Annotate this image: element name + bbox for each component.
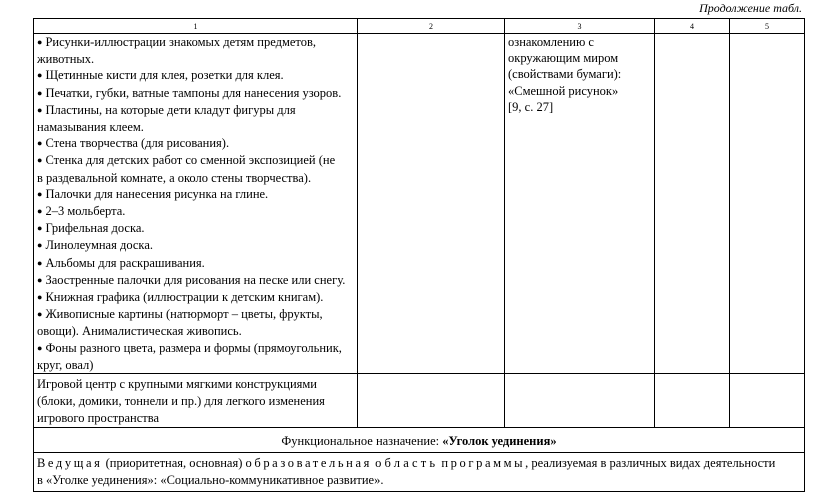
- empty-cell: [730, 374, 805, 428]
- materials-cell: [34, 34, 358, 374]
- material-item: [37, 306, 354, 323]
- activity-line: [9, с. 27]: [508, 99, 554, 114]
- lead-area-line-2: в «Уголке уединения»: «Социально-коммуникативное развитие».: [37, 473, 384, 488]
- materials-list: [37, 34, 354, 373]
- lead-area-row: [34, 453, 805, 492]
- activity-text: [508, 34, 651, 115]
- material-item: [37, 85, 354, 102]
- activity-line: (свойствами бумаги):: [508, 67, 622, 82]
- game-center-row: [34, 374, 805, 428]
- lead-area-line-1: [37, 455, 801, 472]
- lead-word: область: [375, 456, 439, 471]
- material-item: [37, 67, 354, 84]
- bullet-icon: ●: [37, 206, 43, 217]
- material-item: [37, 323, 354, 339]
- material-item: [37, 357, 354, 373]
- bullet-icon: ●: [37, 155, 43, 166]
- material-text: Палочки для нанесения рисунка на глине.: [45, 186, 269, 201]
- material-item: [37, 237, 354, 254]
- column-number: 1: [34, 19, 358, 34]
- material-item: [37, 170, 354, 186]
- empty-cell: [730, 34, 805, 374]
- game-center-line: игрового пространства: [37, 411, 160, 426]
- material-item: [37, 135, 354, 152]
- material-text: Альбомы для раскрашивания.: [45, 255, 205, 270]
- bullet-icon: ●: [37, 240, 43, 251]
- functional-purpose-prefix: Функциональное назначение:: [281, 434, 443, 449]
- bullet-icon: ●: [37, 309, 43, 320]
- continuation-label: Продолжение табл.: [699, 1, 802, 15]
- material-item: [37, 51, 354, 67]
- material-text: 2–3 мольберта.: [45, 204, 126, 219]
- material-text: Книжная графика (иллюстрации к детским книгам).: [45, 290, 324, 305]
- functional-purpose-title: «Уголок уединения»: [442, 434, 557, 449]
- material-item: [37, 34, 354, 51]
- column-number: 4: [655, 19, 730, 34]
- material-text: Щетинные кисти для клея, розетки для клея.: [45, 68, 284, 83]
- lead-word: Ведущая: [37, 456, 103, 471]
- activity-cell: [505, 34, 655, 374]
- material-text: в раздевальной комнате, а около стены творчества).: [37, 170, 312, 185]
- material-text: Стенка для детских работ со сменной экспозицией (не: [45, 153, 336, 168]
- game-center-cell: [34, 374, 358, 428]
- bullet-icon: ●: [37, 188, 43, 199]
- material-item: [37, 340, 354, 357]
- materials-row: [34, 34, 805, 374]
- material-item: [37, 289, 354, 306]
- empty-cell: [655, 34, 730, 374]
- material-item: [37, 102, 354, 119]
- functional-purpose-row: [34, 428, 805, 453]
- material-item: [37, 255, 354, 272]
- material-text: животных.: [37, 52, 95, 67]
- material-item: [37, 152, 354, 169]
- document-table: [33, 18, 805, 492]
- column-number: 3: [505, 19, 655, 34]
- lead-text: , реализуемая в различных видах деятельности: [525, 456, 776, 471]
- bullet-icon: ●: [37, 274, 43, 285]
- column-number: 2: [358, 19, 505, 34]
- material-item: [37, 272, 354, 289]
- material-text: Линолеумная доска.: [45, 238, 153, 253]
- material-item: [37, 203, 354, 220]
- material-text: Пластины, на которые дети кладут фигуры для: [45, 102, 296, 117]
- material-text: Рисунки-иллюстрации знакомых детям предметов,: [45, 35, 317, 49]
- material-item: [37, 220, 354, 237]
- empty-cell: [358, 34, 505, 374]
- material-text: намазывания клеем.: [37, 120, 144, 135]
- material-text: Фоны разного цвета, размера и формы (прямоугольник,: [45, 340, 342, 355]
- material-text: круг, овал): [37, 357, 94, 372]
- empty-cell: [505, 374, 655, 428]
- material-text: Заостренные палочки для рисования на песке или снегу.: [45, 272, 346, 287]
- lead-word: программы: [441, 456, 526, 471]
- material-item: [37, 186, 354, 203]
- material-item: [37, 119, 354, 135]
- material-text: овощи). Анималистическая живопись.: [37, 324, 242, 339]
- material-text: Живописные картины (натюрморт – цветы, фрукты,: [45, 307, 323, 322]
- material-text: Стена творчества (для рисования).: [45, 136, 230, 151]
- column-number: 5: [730, 19, 805, 34]
- material-text: Грифельная доска.: [45, 221, 145, 236]
- bullet-icon: ●: [37, 104, 43, 115]
- activity-line: «Смешной рисунок»: [508, 83, 619, 98]
- bullet-icon: ●: [37, 223, 43, 234]
- bullet-icon: ●: [37, 292, 43, 303]
- bullet-icon: ●: [37, 138, 43, 149]
- bullet-icon: ●: [37, 342, 43, 353]
- empty-cell: [358, 374, 505, 428]
- bullet-icon: ●: [37, 87, 43, 98]
- lead-text: (приоритетная, основная): [102, 456, 246, 471]
- column-numbers-row: [34, 19, 805, 34]
- lead-word: образовательная: [245, 456, 372, 471]
- lead-area-cell: [34, 453, 805, 492]
- material-text: Печатки, губки, ватные тампоны для нанесения узоров.: [45, 85, 342, 100]
- activity-line: окружающим миром: [508, 51, 619, 66]
- activity-line: ознакомлению с: [508, 35, 594, 49]
- game-center-line: Игровой центр с крупными мягкими конструкциями: [37, 377, 317, 392]
- game-center-line: (блоки, домики, тоннели и пр.) для легкого изменения: [37, 394, 325, 409]
- bullet-icon: ●: [37, 70, 43, 81]
- bullet-icon: ●: [37, 37, 43, 47]
- empty-cell: [655, 374, 730, 428]
- functional-purpose-cell: [34, 428, 805, 453]
- bullet-icon: ●: [37, 257, 43, 268]
